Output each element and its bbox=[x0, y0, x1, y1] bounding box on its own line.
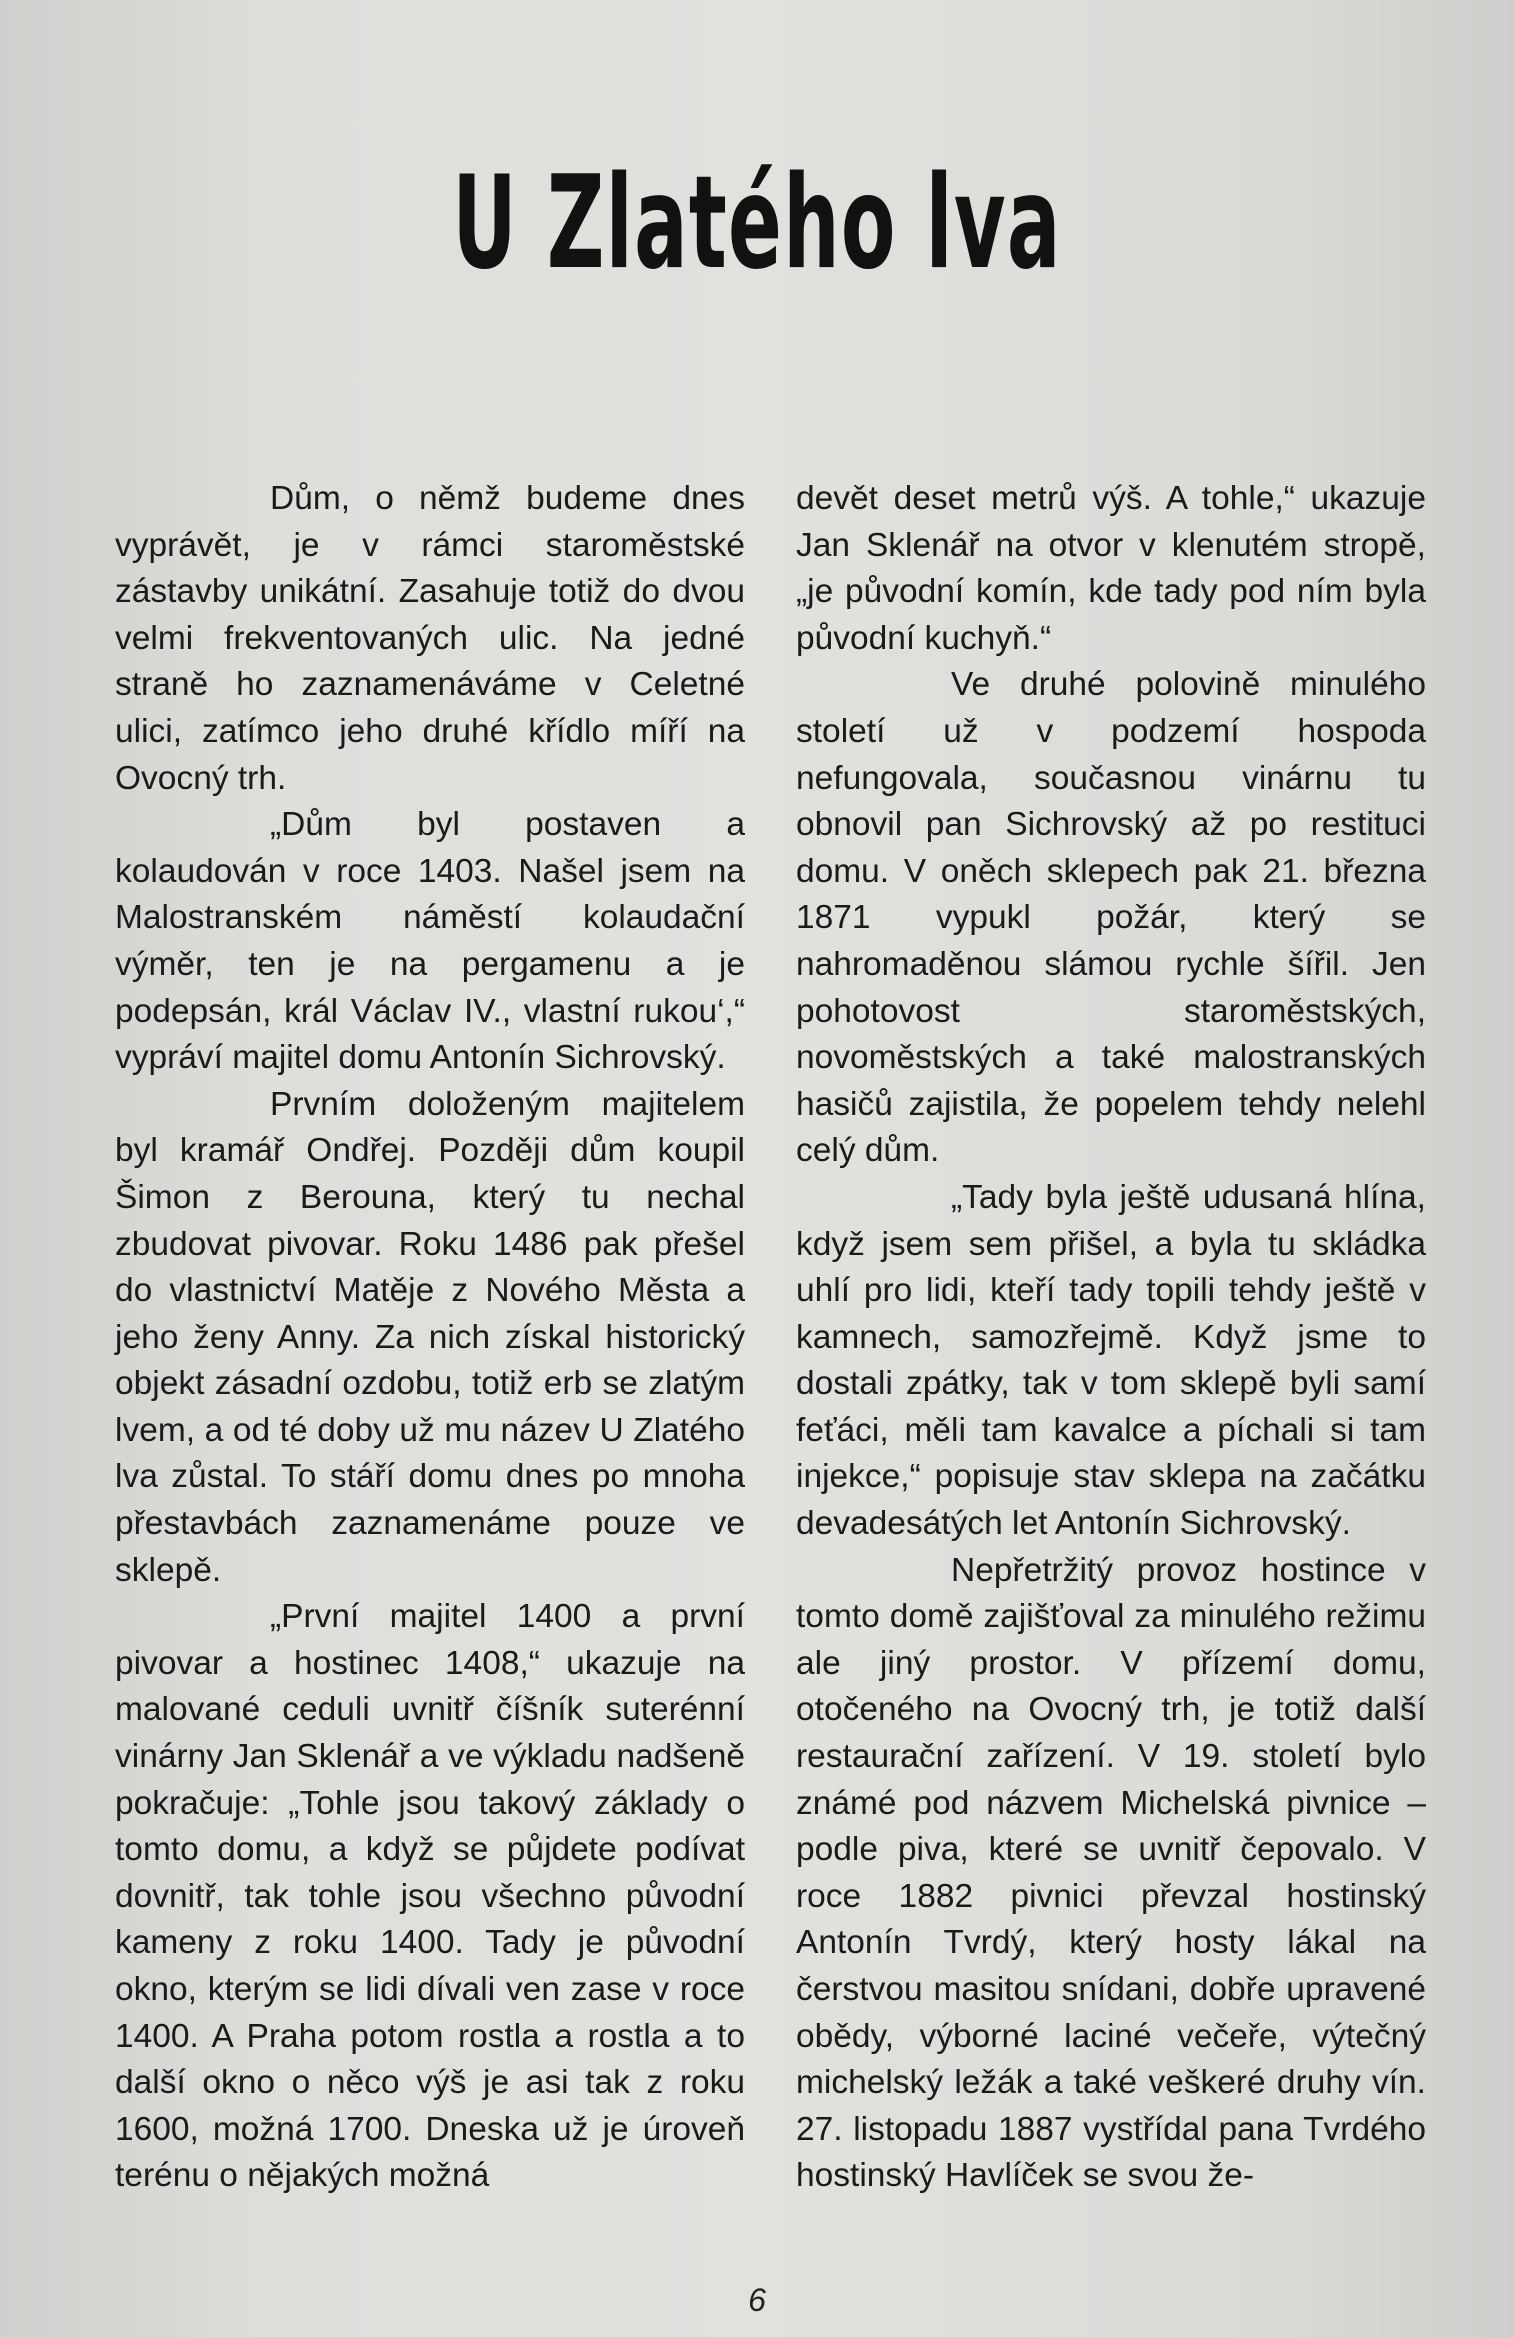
paragraph: Nepřetržitý provoz hostince v tomto domě zajišťoval za minulého režimu ale jiný prostor. V přízemí domu, otočeného na Ovocný trh, je totiž další restaurační zařízení. V 19. století bylo známé pod názvem Michelská pivnice – podle piva, které se uvnitř čepovalo. V roce 1882 pivnici převzal hostinský Antonín Tvrdý, který hosty lákal na čerstvou masitou snídani, dobře upravené obědy, výborné laciné večeře, výtečný michelský ležák a také veškeré druhy vín. 27. listopadu 1887 vystřídal pana Tvrdého hostinský Havlíček se svou že- bbox=[796, 1551, 1426, 2195]
page-number: 6 bbox=[748, 2282, 766, 2318]
page-title: U Zlatého lva bbox=[452, 149, 1062, 298]
paragraph-continuation: devět deset metrů výš. A tohle,“ ukazuje Jan Sklenář na otvor v klenutém stropě, „je původní komín, kde tady pod ním byla původní kuchyň.“ bbox=[796, 480, 1426, 657]
paragraph: Ve druhé polovině minulého století už v podzemí hospoda nefungovala, současnou vinárnu tu obnovil pan Sichrovský až po restituci domu. V oněch sklepech pak 21. března 1871 vypukl požár, který se nahromaděnou slámou rychle šířil. Jen pohotovost staroměstských, novoměstských a také malostranských hasičů zajistila, že popelem tehdy nelehl celý dům. bbox=[796, 666, 1426, 1170]
paragraph: Dům, o němž budeme dnes vyprávět, je v rámci staroměstské zástavby unikátní. Zasahuje totiž do dvou velmi frekventovaných ulic. Na jedné straně ho zaznamenáváme v Celetné ulici, zatímco jeho druhé křídlo míří na Ovocný trh. bbox=[115, 480, 745, 797]
left-column bbox=[115, 476, 745, 2200]
paragraph: „Tady byla ještě udusaná hlína, když jsem sem přišel, a byla tu skládka uhlí pro lidi, kteří tady topili tehdy ještě v kamnech, samozřejmě. Když jsme to dostali zpátky, tak v tom sklepě byli samí feťáci, měli tam kavalce a píchali si tam injekce,“ popisuje stav sklepa na začátku devadesátých let Antonín Sichrovský. bbox=[796, 1178, 1426, 1543]
right-column bbox=[796, 476, 1426, 2200]
paragraph: „První majitel 1400 a první pivovar a hostinec 1408,“ ukazuje na malované ceduli uvnitř číšník suterénní vinárny Jan Sklenář a ve výkladu nadšeně pokračuje: „Tohle jsou takový základy o tomto domu, a když se půjdete podívat dovnitř, tak tohle jsou všechno původní kameny z roku 1400. Tady je původní okno, kterým se lidi dívali ven zase v roce 1400. A Praha potom rostla a rostla a to další okno o něco výš je asi tak z roku 1600, možná 1700. Dneska už je úroveň terénu o nějakých možná bbox=[115, 1598, 745, 2195]
paragraph: „Dům byl postaven a kolaudován v roce 1403. Našel jsem na Malostranském náměstí kolaudační výměr, ten je na pergamenu a je podepsán, král Václav IV., vlastní rukou‘,“ vypráví majitel domu Antonín Sichrovský. bbox=[115, 806, 745, 1077]
paragraph: Prvním doloženým majitelem byl kramář Ondřej. Později dům koupil Šimon z Berouna, který tu nechal zbudovat pivovar. Roku 1486 pak přešel do vlastnictví Matěje z Nového Města a jeho ženy Anny. Za nich získal historický objekt zásadní ozdobu, totiž erb se zlatým lvem, a od té doby už mu název U Zlatého lva zůstal. To stáří domu dnes po mnoha přestavbách zaznamenáme pouze ve sklepě. bbox=[115, 1085, 745, 1589]
